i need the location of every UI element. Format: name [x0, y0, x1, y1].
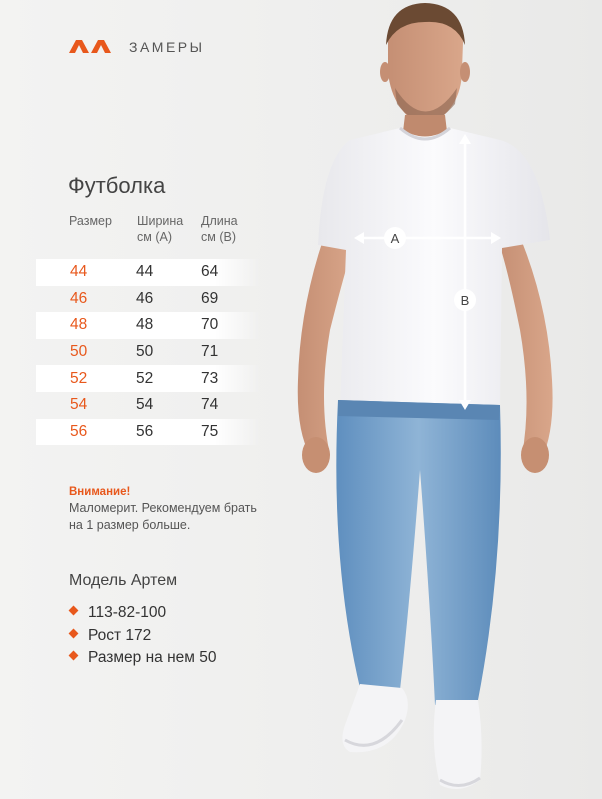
table-row: [36, 339, 260, 366]
size-cell: 48: [70, 316, 88, 334]
table-row: [36, 365, 260, 392]
measurement-a-label: A: [390, 231, 400, 246]
table-row: [36, 259, 260, 286]
list-item: [69, 626, 216, 649]
model-param: Размер на нем 50: [88, 649, 217, 666]
model-params-list: [69, 603, 216, 671]
measurement-b-label: B: [460, 293, 470, 308]
column-header-length-unit: см (B): [201, 230, 236, 244]
diamond-bullet-icon: [69, 628, 79, 638]
column-header-size: [69, 213, 112, 229]
width-cell: 56: [136, 422, 154, 440]
brand-logo-icon: [69, 40, 111, 53]
length-cell: 73: [201, 369, 219, 387]
column-header-width-unit: см (A): [137, 230, 172, 244]
model-title: Модель Артем: [69, 572, 178, 589]
size-cell: 46: [70, 289, 88, 307]
table-row: [36, 419, 260, 446]
length-cell: 69: [201, 289, 219, 307]
size-cell: 44: [70, 263, 88, 281]
model-figure: [298, 3, 553, 789]
column-header-length-label: Длина: [201, 214, 238, 228]
column-header-length: [201, 213, 261, 245]
length-cell: 74: [201, 396, 219, 414]
list-item: [69, 603, 216, 626]
model-photo: [270, 0, 602, 799]
model-param: Рост 172: [88, 626, 152, 644]
diamond-bullet-icon: [69, 651, 79, 661]
size-cell: 50: [70, 343, 88, 361]
width-cell: 54: [136, 396, 154, 414]
length-cell: 71: [201, 343, 219, 361]
model-param: 113-82-100: [88, 604, 167, 621]
length-cell: 64: [201, 263, 219, 281]
size-cell: 56: [70, 422, 88, 440]
width-cell: 52: [136, 369, 154, 387]
width-cell: 48: [136, 316, 154, 334]
table-row: [36, 392, 260, 419]
width-cell: 50: [136, 343, 154, 361]
length-cell: 70: [201, 316, 219, 334]
diamond-bullet-icon: [69, 606, 79, 616]
product-title: Футболка: [68, 173, 166, 198]
length-cell: 75: [201, 422, 219, 440]
size-cell: 54: [70, 396, 88, 414]
warning-title: Внимание!: [69, 486, 131, 498]
size-cell: 52: [70, 369, 88, 387]
table-row: [36, 312, 260, 339]
width-cell: 44: [136, 263, 154, 281]
size-table: [36, 259, 260, 445]
column-header-width: [137, 213, 197, 245]
warning-text: Маломерит. Рекомендуем брать на 1 размер больше.: [69, 501, 257, 532]
column-header-size-label: Размер: [69, 214, 112, 228]
page-title: ЗАМЕРЫ: [129, 39, 205, 55]
table-row: [36, 286, 260, 313]
list-item: [69, 648, 216, 671]
column-header-width-label: Ширина: [137, 214, 184, 228]
width-cell: 46: [136, 289, 154, 307]
